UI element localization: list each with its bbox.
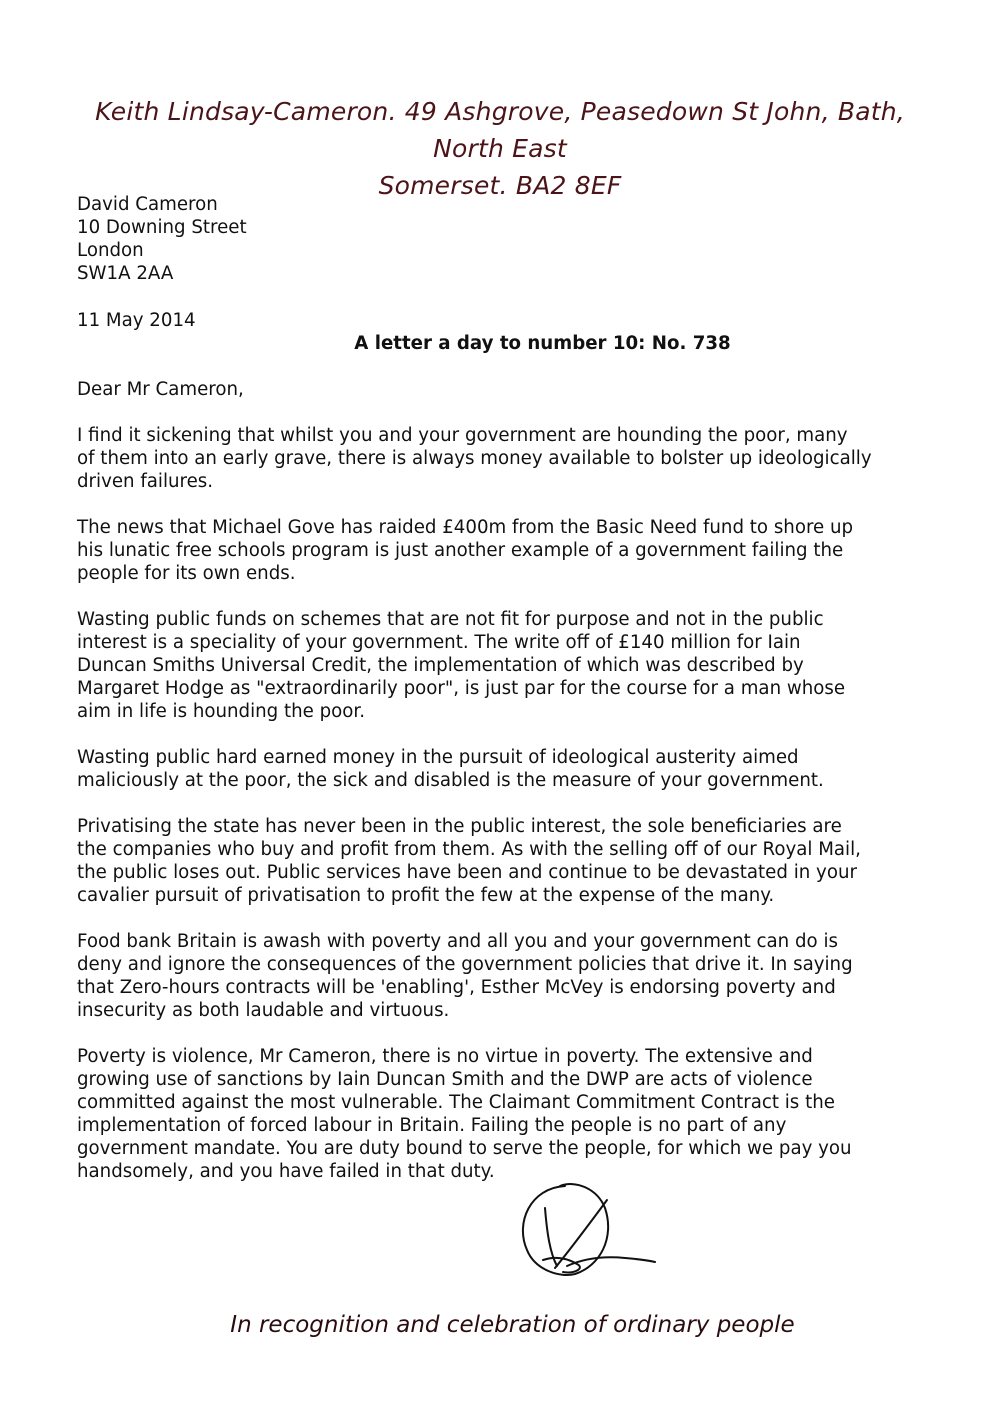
paragraph-line: government mandate. You are duty bound to serve the people, for which we pay you [77, 1138, 852, 1159]
paragraph-line: deny and ignore the consequences of the government policies that drive it. In saying [77, 954, 853, 975]
letterhead [60, 93, 940, 204]
paragraph [77, 746, 947, 792]
paragraph [77, 424, 947, 493]
paragraph-line: cavalier pursuit of privatisation to profit the few at the expense of the many. [77, 885, 775, 906]
recipient-address [77, 193, 247, 285]
recipient-postcode: SW1A 2AA [77, 263, 174, 284]
recipient-name: David Cameron [77, 194, 218, 215]
paragraph [77, 516, 947, 585]
letter-date: 11 May 2014 [77, 310, 196, 331]
letter-body [77, 424, 947, 1206]
paragraph [77, 608, 947, 723]
paragraph-line: aim in life is hounding the poor. [77, 701, 366, 722]
paragraph-line: Privatising the state has never been in the public interest, the sole beneficiaries are [77, 816, 842, 837]
paragraph-line: interest is a speciality of your government. The write off of £140 million for Iain [77, 632, 801, 653]
paragraph-line: implementation of forced labour in Britain. Failing the people is no part of any [77, 1115, 787, 1136]
paragraph [77, 930, 947, 1022]
paragraph-line: The news that Michael Gove has raided £400m from the Basic Need fund to shore up [77, 517, 854, 538]
letterhead-line-1: Keith Lindsay-Cameron. 49 Ashgrove, Peasedown St John, Bath, North East [95, 97, 905, 163]
paragraph-line: people for its own ends. [77, 563, 296, 584]
paragraph-line: his lunatic free schools program is just another example of a government failing the [77, 540, 844, 561]
paragraph-line: the companies who buy and profit from them. As with the selling off of our Royal Mail, [77, 839, 861, 860]
paragraph-line: Margaret Hodge as "extraordinarily poor", is just par for the course for a man whose [77, 678, 846, 699]
paragraph-line: that Zero-hours contracts will be 'enabling', Esther McVey is endorsing poverty and [77, 977, 836, 998]
paragraph-line: Wasting public funds on schemes that are not fit for purpose and not in the public [77, 609, 824, 630]
paragraph-line: of them into an early grave, there is always money available to bolster up ideologically [77, 448, 872, 469]
paragraph-line: committed against the most vulnerable. The Claimant Commitment Contract is the [77, 1092, 835, 1113]
paragraph-line: insecurity as both laudable and virtuous. [77, 1000, 450, 1021]
paragraph-line: Duncan Smiths Universal Credit, the implementation of which was described by [77, 655, 804, 676]
paragraph [77, 815, 947, 907]
paragraph-line: Poverty is violence, Mr Cameron, there is no virtue in poverty. The extensive and [77, 1046, 813, 1067]
handwritten-signature [505, 1178, 665, 1293]
footer-tagline: In recognition and celebration of ordinary people [230, 1312, 795, 1338]
paragraph-line: handsomely, and you have failed in that duty. [77, 1161, 495, 1182]
letter-heading: A letter a day to number 10: No. 738 [354, 333, 731, 354]
recipient-city: London [77, 240, 144, 261]
paragraph [77, 1045, 947, 1183]
paragraph-line: I find it sickening that whilst you and your government are hounding the poor, many [77, 425, 848, 446]
paragraph-line: maliciously at the poor, the sick and disabled is the measure of your government. [77, 770, 824, 791]
recipient-street: 10 Downing Street [77, 217, 247, 238]
paragraph-line: driven failures. [77, 471, 214, 492]
letterhead-line-2: Somerset. BA2 8EF [378, 171, 622, 200]
paragraph-line: the public loses out. Public services have been and continue to be devastated in your [77, 862, 857, 883]
paragraph-line: growing use of sanctions by Iain Duncan Smith and the DWP are acts of violence [77, 1069, 813, 1090]
salutation: Dear Mr Cameron, [77, 379, 244, 400]
paragraph-line: Food bank Britain is awash with poverty and all you and your government can do is [77, 931, 838, 952]
paragraph-line: Wasting public hard earned money in the pursuit of ideological austerity aimed [77, 747, 799, 768]
